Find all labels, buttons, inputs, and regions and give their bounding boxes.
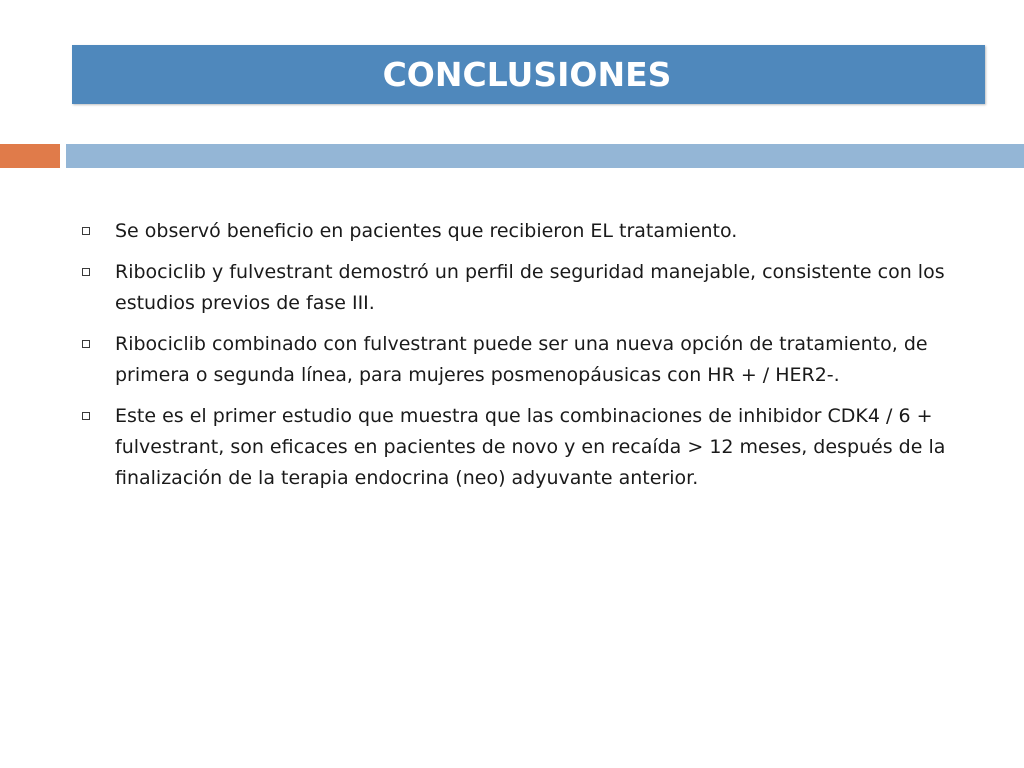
bullet-text: Ribociclib combinado con fulvestrant puede ser una nueva opción de tratamiento, de primera o segunda línea, para mujeres posmenopáusicas con HR + / HER2-. <box>115 333 928 386</box>
bullet-item <box>80 329 980 391</box>
accent-bar-blue <box>66 144 1024 168</box>
bullet-item <box>80 257 980 319</box>
bullet-text: Se observó beneficio en pacientes que recibieron EL tratamiento. <box>115 220 738 242</box>
accent-bar-orange <box>0 144 60 168</box>
bullet-text: Ribociclib y fulvestrant demostró un perfil de seguridad manejable, consistente con los estudios previos de fase III. <box>115 261 945 314</box>
hollow-square-icon <box>82 412 90 420</box>
bullet-item <box>80 401 980 494</box>
bullet-item <box>80 216 980 247</box>
hollow-square-icon <box>82 268 90 276</box>
bullet-list <box>80 216 980 504</box>
hollow-square-icon <box>82 227 90 235</box>
title-bar <box>72 45 985 104</box>
hollow-square-icon <box>82 340 90 348</box>
bullet-text: Este es el primer estudio que muestra que las combinaciones de inhibidor CDK4 / 6 + fulvestrant, son eficaces en pacientes de novo y en recaída > 12 meses, después de la finalización de la terapia endocrina (neo) adyuvante anterior. <box>115 405 946 489</box>
slide-title: CONCLUSIONES <box>382 55 672 94</box>
